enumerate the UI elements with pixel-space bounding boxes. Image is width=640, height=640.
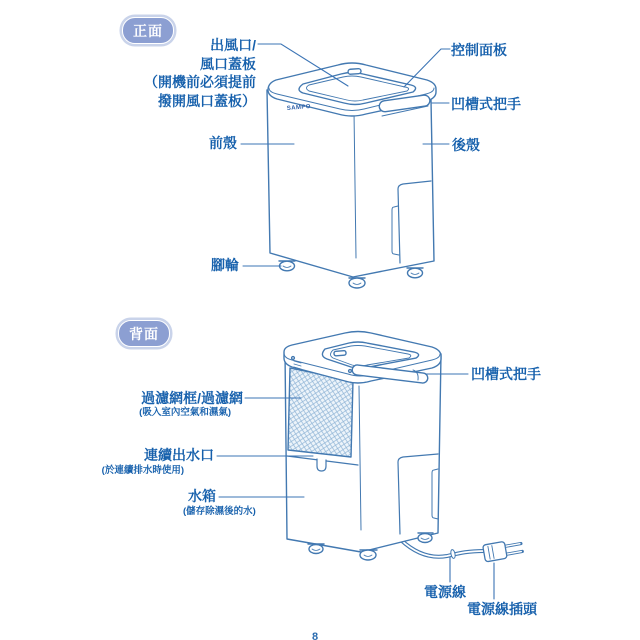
- label-filter-note: (吸入室內空氣和濕氣): [139, 407, 231, 418]
- label-recessed-handle-back: 凹槽式把手: [471, 366, 541, 382]
- air-outlet-note2: 撥開風口蓋板）: [158, 92, 256, 109]
- back-view-badge: 背面: [118, 320, 170, 347]
- front-view-badge: 正面: [122, 17, 174, 44]
- label-front-shell: 前殼: [209, 135, 237, 151]
- label-recessed-handle-front: 凹槽式把手: [451, 96, 521, 112]
- power-plug-art: [483, 539, 523, 562]
- filter-mesh: [288, 368, 353, 457]
- label-rear-shell: 後殼: [452, 137, 480, 153]
- label-drain-note: (於連續排水時使用): [101, 465, 184, 476]
- air-outlet-line2: 風口蓋板: [200, 55, 256, 72]
- label-filter: 過濾網框/過濾網: [141, 390, 243, 406]
- air-outlet-note1: （開機前必須提前: [144, 74, 256, 90]
- power-cord-art: [401, 540, 484, 559]
- label-casters: 腳輪: [211, 257, 239, 273]
- label-power-cord: 電源線: [424, 584, 466, 600]
- label-air-outlet: [144, 36, 256, 110]
- page-number: 8: [312, 631, 319, 640]
- front-view-dehumidifier: [267, 63, 436, 288]
- air-outlet-line1: 出風口/: [210, 37, 256, 53]
- label-water-tank-note: (儲存除濕後的水): [183, 506, 256, 517]
- label-drain-outlet: 連續出水口: [144, 447, 214, 463]
- label-water-tank: 水箱: [188, 488, 216, 504]
- brand-logo: SAMPO: [286, 103, 312, 112]
- label-control-panel: 控制面板: [451, 42, 507, 58]
- label-power-plug: 電源線插頭: [467, 601, 537, 617]
